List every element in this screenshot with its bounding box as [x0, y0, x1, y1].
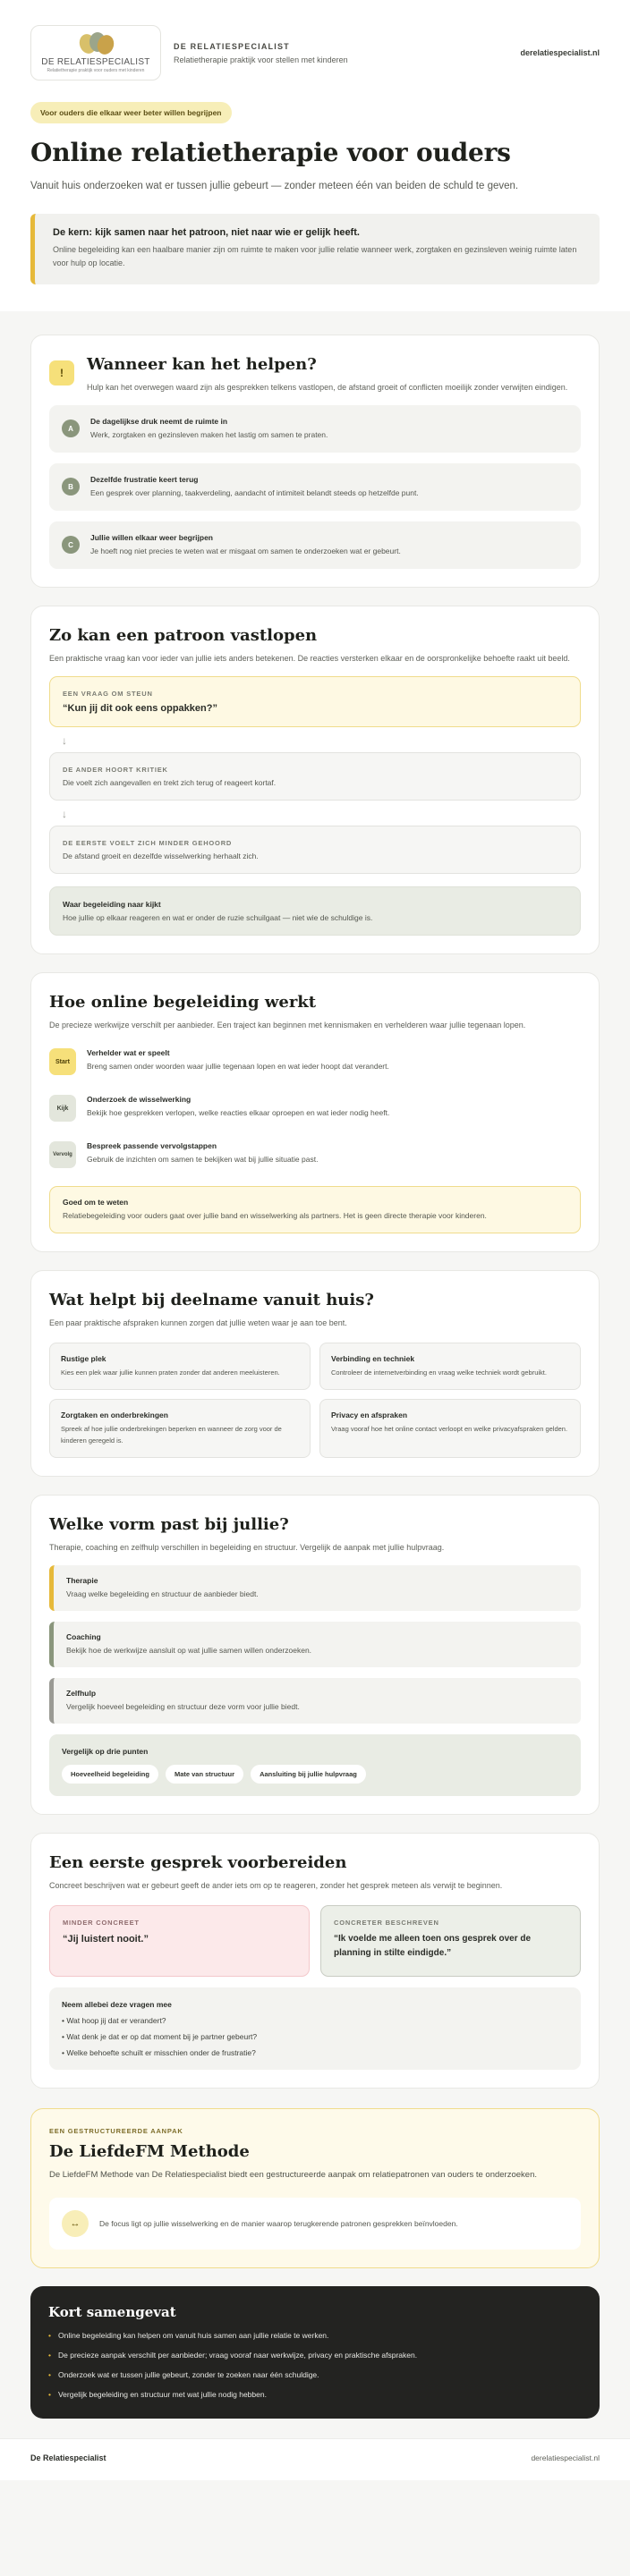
list-item [49, 1045, 581, 1079]
logo[interactable] [30, 25, 161, 80]
summary-title: Kort samengevat [48, 2304, 176, 2320]
bullet-icon: • [48, 2390, 51, 2399]
step-tag: Kijk [49, 1095, 76, 1122]
tip-text: Controleer de internetverbinding en vraag welke techniek wordt gebruikt. [331, 1368, 547, 1377]
step-tag: Start [49, 1048, 76, 1075]
summary-item [48, 2370, 582, 2379]
page-title: Online relatietherapie voor ouders [30, 138, 511, 167]
example-quote: “Ik voelde me alleen toen ons gesprek over de planning in stilte eindigde.” [334, 1934, 532, 1958]
method-focus [49, 2198, 581, 2250]
example-label: CONCRETER BESCHREVEN [334, 1919, 439, 1927]
item-text: Werk, zorgtaken en gezinsleven maken het lastig om samen te praten. [90, 430, 328, 439]
step-label: EEN VRAAG OM STEUN [63, 690, 153, 698]
pattern-step-2 [49, 752, 581, 801]
item-title: Verhelder wat er speelt [87, 1048, 170, 1057]
less-concrete-example [49, 1905, 310, 1977]
list-item [49, 521, 581, 569]
arrow-down-icon: ↓ [62, 808, 67, 820]
item-text: Bekijk hoe gesprekken verlopen, welke reacties elkaar oproepen en wat ieder nodig heeft. [87, 1108, 390, 1117]
example-comparison [49, 1905, 581, 1977]
tips-grid [49, 1343, 581, 1458]
step-text: Die voelt zich aangevallen en trekt zich terug of reageert kortaf. [63, 778, 277, 787]
tip-title: Privacy en afspraken [331, 1411, 408, 1419]
exclamation-icon: ! [49, 360, 74, 386]
letter-badge: A [62, 419, 80, 437]
tip-box [319, 1399, 581, 1458]
step-quote: “Kun jij dit ook eens oppakken?” [63, 703, 217, 714]
item-title: Jullie willen elkaar weer begrijpen [90, 533, 214, 542]
questions-box [49, 1987, 581, 2070]
method-section [30, 2108, 600, 2268]
questions-title: Neem allebei deze vragen mee [62, 2000, 172, 2009]
example-label: MINDER CONCREET [63, 1919, 140, 1927]
when-title: Wanneer kan het helpen? [87, 355, 317, 374]
brand-tagline: Relatietherapie praktijk voor stellen met kinderen [174, 55, 348, 64]
form-section [30, 1495, 600, 1815]
option-title: Zelfhulp [66, 1689, 97, 1698]
list-item [49, 463, 581, 511]
item-text: Breng samen onder woorden waar jullie tegenaan lopen en wat ieder hoopt dat verandert. [87, 1062, 389, 1071]
question-item: • Wat hoop jij dat er verandert? [62, 2016, 166, 2025]
summary-section [30, 2286, 600, 2419]
form-option-coaching [49, 1622, 581, 1667]
bullet-icon: • [48, 2331, 51, 2340]
option-title: Coaching [66, 1632, 101, 1641]
arrows-horizontal-icon: ↔ [62, 2210, 89, 2237]
pattern-step-1 [49, 676, 581, 727]
step-text: De afstand groeit en dezelfde wisselwerking herhaalt zich. [63, 852, 259, 860]
list-item [49, 1091, 581, 1125]
tip-title: Zorgtaken en onderbrekingen [61, 1411, 168, 1419]
when-section [30, 335, 600, 588]
logo-name: DE RELATIESPECIALIST [41, 57, 150, 67]
summary-text: De precieze aanpak verschilt per aanbieder; vraag vooraf naar werkwijze, privacy en praktische afspraken. [57, 2351, 418, 2360]
tip-title: Rustige plek [61, 1354, 106, 1363]
compare-box [49, 1734, 581, 1796]
form-option-selfhelp [49, 1678, 581, 1724]
bullet-icon: • [48, 2351, 51, 2360]
hearts-logo-icon [78, 32, 114, 55]
prepare-section [30, 1833, 600, 2089]
home-title: Wat helpt bij deelname vanuit huis? [49, 1291, 374, 1309]
letter-badge: B [62, 478, 80, 496]
tip-text: Kies een plek waar jullie kunnen praten zonder dat anderen meeluisteren. [61, 1368, 280, 1377]
home-subtitle: Een paar praktische afspraken kunnen zorgen dat jullie weten waar je aan toe bent. [49, 1318, 347, 1327]
compare-pill: Mate van structuur [166, 1765, 243, 1784]
top-bar [30, 25, 600, 80]
hero-eyebrow-badge: Voor ouders die elkaar weer beter willen begrijpen [30, 102, 232, 123]
method-text: De LiefdeFM Methode van De Relatiespecialist biedt een gestructureerde aanpak om relatiepatronen van ouders te onderzoeken. [49, 2170, 537, 2180]
pattern-subtitle: Een praktische vraag kan voor ieder van jullie iets anders betekenen. De reacties versterken elkaar en de oorspronkelijke behoefte raakt uit beeld. [49, 654, 570, 663]
good-to-know-note [49, 1186, 581, 1233]
form-title: Welke vorm past bij jullie? [49, 1515, 289, 1534]
online-section [30, 972, 600, 1252]
step-label: DE ANDER HOORT KRITIEK [63, 766, 168, 774]
compare-pill: Hoeveelheid begeleiding [62, 1765, 158, 1784]
step-tag: Vervolg [49, 1141, 76, 1168]
key-message-text: Online begeleiding kan een haalbare manier zijn om ruimte te maken voor jullie relatie wanneer werk, zorgtaken en gezinsleven weinig ruimte laten voor hulp op locatie. [53, 245, 577, 267]
item-title: Dezelfde frustratie keert terug [90, 475, 199, 484]
list-item [49, 1138, 581, 1172]
summary-item [48, 2351, 582, 2360]
tip-box [319, 1343, 581, 1390]
option-text: Bekijk hoe de werkwijze aansluit op wat jullie samen willen onderzoeken. [66, 1646, 312, 1655]
pattern-step-3 [49, 826, 581, 874]
form-option-therapy [49, 1565, 581, 1611]
brand-name: DE RELATIESPECIALIST [174, 41, 290, 51]
footer [0, 2438, 630, 2480]
summary-text: Onderzoek wat er tussen jullie gebeurt, zonder te zoeken naar één schuldige. [57, 2370, 319, 2379]
option-text: Vraag welke begeleiding en structuur de aanbieder biedt. [66, 1589, 259, 1598]
prepare-title: Een eerste gesprek voorbereiden [49, 1853, 347, 1872]
key-message-callout [30, 214, 600, 284]
item-title: Bespreek passende vervolgstappen [87, 1141, 217, 1150]
prepare-subtitle: Concreet beschrijven wat er gebeurt geeft de ander iets om op te reageren, zonder het gesprek meteen als verwijt te beginnen. [49, 1881, 503, 1890]
question-item: • Wat denk je dat er op dat moment bij je partner gebeurt? [62, 2032, 258, 2041]
method-title: De LiefdeFM Methode [49, 2142, 250, 2161]
footer-brand[interactable]: De Relatiespecialist [30, 2453, 106, 2462]
pattern-title: Zo kan een patroon vastlopen [49, 626, 318, 645]
item-text: Een gesprek over planning, taakverdeling, aandacht of intimiteit belandt steeds op hetzelfde punt. [90, 488, 419, 497]
tip-text: Spreek af hoe jullie onderbrekingen beperken en wanneer de zorg voor de kinderen geregeld is. [61, 1425, 282, 1445]
compare-pill: Aansluiting bij jullie hulpvraag [251, 1765, 366, 1784]
item-text: Je hoeft nog niet precies te weten wat er misgaat om samen te onderzoeken wat er gebeurt. [90, 547, 401, 555]
summary-item [48, 2390, 582, 2399]
brand-block [174, 42, 520, 64]
item-title: De dagelijkse druk neemt de ruimte in [90, 417, 228, 426]
pattern-section [30, 606, 600, 954]
note-title: Goed om te weten [63, 1198, 129, 1207]
when-header [49, 355, 581, 394]
key-message-title: De kern: kijk samen naar het patroon, niet naar wie er gelijk heeft. [53, 227, 360, 238]
result-text: Hoe jullie op elkaar reageren en wat er onder de ruzie schuilgaat — niet wie de schuldige is. [63, 913, 373, 922]
method-eyebrow: EEN GESTRUCTUREERDE AANPAK [49, 2127, 183, 2135]
site-link[interactable]: derelatiespecialist.nl [520, 48, 600, 57]
online-title: Hoe online begeleiding werkt [49, 993, 317, 1012]
when-subtitle: Hulp kan het overwegen waard zijn als gesprekken telkens vastlopen, de afstand groeit of conflicten moeilijk zonder verwijten eindigen. [87, 383, 568, 392]
option-text: Vergelijk hoeveel begeleiding en structuur deze vorm voor jullie biedt. [66, 1702, 300, 1711]
tip-box [49, 1399, 311, 1458]
arrow-down-icon: ↓ [62, 734, 67, 747]
letter-badge: C [62, 536, 80, 554]
logo-tagline: Relatietherapie praktijk voor ouders met kinderen [47, 68, 145, 73]
online-subtitle: De precieze werkwijze verschilt per aanbieder. Een traject kan beginnen met kennismaken en verhelderen waar jullie tegenaan lopen. [49, 1021, 526, 1030]
summary-item [48, 2331, 582, 2340]
list-item [49, 405, 581, 453]
summary-text: Online begeleiding kan helpen om vanuit huis samen aan jullie relatie te werken. [57, 2331, 329, 2340]
footer-site-link[interactable]: derelatiespecialist.nl [531, 2453, 600, 2462]
hero-section [0, 0, 630, 311]
more-concrete-example [320, 1905, 581, 1977]
compare-pills [62, 1765, 568, 1784]
tip-text: Vraag vooraf hoe het online contact verloopt en welke privacyafspraken gelden. [331, 1425, 568, 1433]
question-item: • Welke behoefte schuilt er misschien onder de frustratie? [62, 2048, 256, 2057]
item-title: Onderzoek de wisselwerking [87, 1095, 192, 1104]
method-focus-text: De focus ligt op jullie wisselwerking en de manier waarop terugkerende patronen gesprekken beïnvloeden. [99, 2218, 458, 2228]
form-subtitle: Therapie, coaching en zelfhulp verschillen in begeleiding en structuur. Vergelijk de aanpak met jullie hulpvraag. [49, 1543, 445, 1552]
home-section [30, 1270, 600, 1477]
bullet-icon: • [48, 2370, 51, 2379]
tip-title: Verbinding en techniek [331, 1354, 415, 1363]
summary-text: Vergelijk begeleiding en structuur met wat jullie nodig hebben. [57, 2390, 267, 2399]
example-quote: “Jij luistert nooit.” [63, 1934, 149, 1945]
tip-box [49, 1343, 311, 1390]
option-title: Therapie [66, 1576, 98, 1585]
pattern-result [49, 886, 581, 936]
step-label: DE EERSTE VOELT ZICH MINDER GEHOORD [63, 839, 233, 847]
note-text: Relatiebegeleiding voor ouders gaat over jullie band en wisselwerking als partners. Het is geen directe therapie voor kinderen. [63, 1211, 487, 1220]
item-text: Gebruik de inzichten om samen te bekijken wat bij jullie situatie past. [87, 1155, 319, 1164]
result-title: Waar begeleiding naar kijkt [63, 900, 161, 909]
compare-title: Vergelijk op drie punten [62, 1747, 149, 1756]
hero-intro: Vanuit huis onderzoeken wat er tussen jullie gebeurt — zonder meteen één van beiden de schuld te geven. [30, 181, 519, 191]
